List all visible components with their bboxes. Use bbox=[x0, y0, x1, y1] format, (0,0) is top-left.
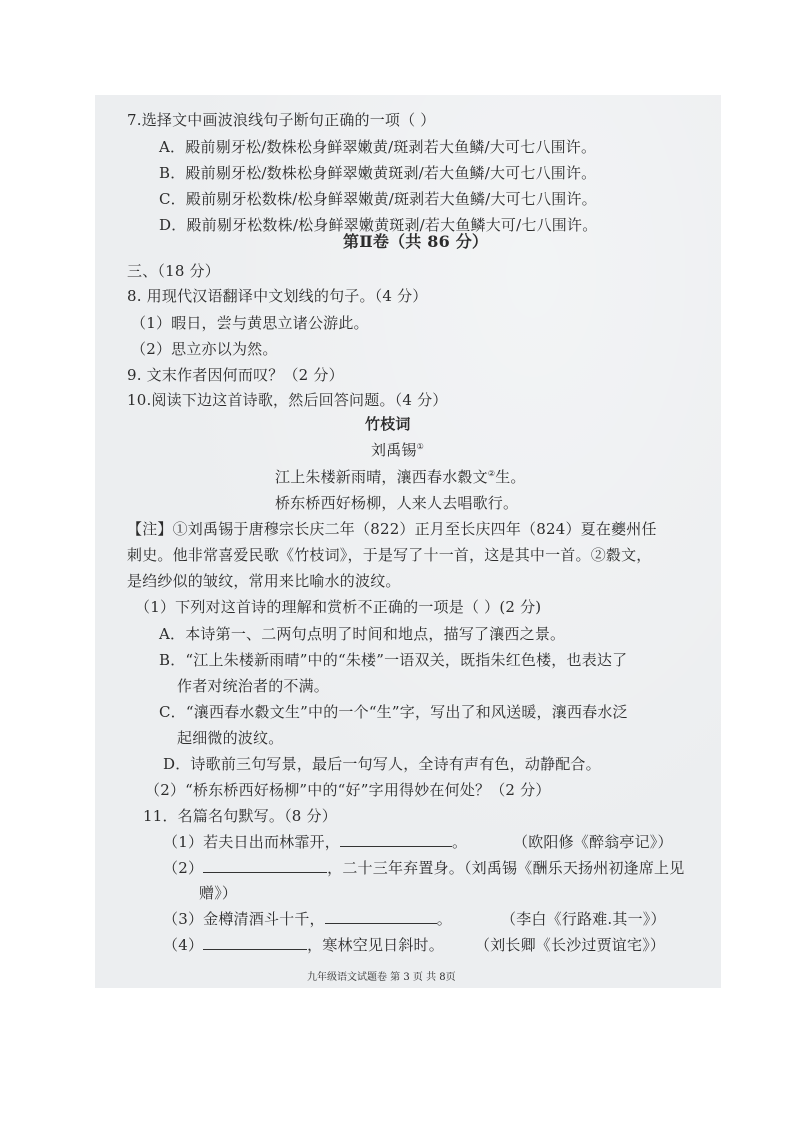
q10-stem: 10.阅读下边这首诗歌，然后回答问题。（4 分） bbox=[127, 391, 448, 409]
q10-sub1-option-c-cont: 起细微的波纹。 bbox=[177, 729, 284, 747]
poem-title: 竹枝词 bbox=[365, 415, 411, 433]
q10-sub1-option-b: B．“江上朱楼新雨晴”中的“朱楼”一语双关，既指朱红色楼，也表达了 bbox=[159, 651, 628, 669]
q11-item-4: （4） ，寒林空见日斜时。 bbox=[163, 936, 444, 954]
poem-note-line-1: 【注】①刘禹锡于唐穆宗长庆二年（822）正月至长庆四年（824）夏在夔州任 bbox=[127, 520, 657, 538]
section3-heading: 三、（18 分） bbox=[127, 262, 220, 280]
q7-option-d: D．殿前剔牙松数株/松身鲜翠嫩黄斑剥/若大鱼鳞大可/七八围许。 bbox=[159, 216, 598, 234]
poem-line-2: 桥东桥西好杨柳，人来人去唱歌行。 bbox=[275, 494, 519, 512]
q11-item-3-source: （李白《行路难.其一》） bbox=[501, 910, 666, 928]
poem-note-line-3: 是绉纱似的皱纹，常用来比喻水的波纹。 bbox=[127, 572, 401, 590]
q11-item-1-source: （欧阳修《醉翁亭记》） bbox=[513, 833, 673, 851]
q7-option-b: B．殿前剔牙松/数株松身鲜翠嫩黄斑剥/若大鱼鳞/大可七八围许。 bbox=[159, 164, 597, 182]
footnote-mark-1: ① bbox=[416, 442, 424, 451]
q7-option-a: A．殿前剔牙松/数株松身鲜翠嫩黄/斑剥若大鱼鳞/大可七八围许。 bbox=[159, 138, 597, 156]
q11-stem: 11．名篇名句默写。（8 分） bbox=[143, 807, 337, 825]
q7-option-c: C．殿前剔牙松数株/松身鲜翠嫩黄/斑剥若大鱼鳞/大可七八围许。 bbox=[159, 190, 597, 208]
q10-sub1-stem: （1）下列对这首诗的理解和赏析不正确的一项是（ ）(2 分) bbox=[135, 598, 542, 616]
page-footer: 九年级语文试题卷 第 3 页 共 8页 bbox=[307, 972, 456, 983]
q8-item-1: （1）暇日，尝与黄思立诸公游此。 bbox=[131, 314, 369, 332]
exam-page-photo bbox=[95, 95, 721, 988]
q10-sub2-stem: （2）“桥东桥西好杨柳”中的“好”字用得妙在何处？（2 分） bbox=[145, 781, 551, 799]
q11-item-2-cont: 赠》） bbox=[199, 884, 238, 902]
poem-note-line-2: 刺史。他非常喜爱民歌《竹枝词》，于是写了十一首，这是其中一首。②縠文， bbox=[127, 546, 652, 564]
q11-item-2: （2） ，二十三年弃置身。（刘禹锡《酬乐天扬州初逢席上见 bbox=[163, 859, 685, 877]
q10-sub1-option-b-cont: 作者对统治者的不满。 bbox=[177, 677, 330, 695]
q11-blank-1[interactable] bbox=[340, 832, 452, 847]
q11-item-1: （1）若夫日出而林霏开， 。 bbox=[163, 833, 468, 851]
q11-blank-2[interactable] bbox=[203, 858, 327, 873]
poem-author: 刘禹锡① bbox=[371, 441, 424, 459]
q11-blank-3[interactable] bbox=[325, 909, 437, 924]
q8-item-2: （2）思立亦以为然。 bbox=[131, 340, 278, 358]
q11-blank-4[interactable] bbox=[203, 935, 307, 950]
q8-stem: 8. 用现代汉语翻译中文划线的句子。（4 分） bbox=[127, 287, 428, 305]
q11-item-3: （3）金樽清酒斗十千， 。 bbox=[163, 910, 452, 928]
q10-sub1-option-c: C．“瀼西春水縠文生”中的一个“生”字，写出了和风送暖，瀼西春水泛 bbox=[159, 703, 628, 721]
q10-sub1-option-a: A．本诗第一、二两句点明了时间和地点，描写了瀼西之景。 bbox=[159, 625, 566, 643]
footnote-mark-2: ② bbox=[487, 469, 496, 478]
part2-title: 第Ⅱ卷（共 86 分） bbox=[343, 232, 489, 251]
q10-sub1-option-d: D．诗歌前三句写景，最后一句写人，全诗有声有色，动静配合。 bbox=[163, 755, 601, 773]
q7-stem: 7.选择文中画波浪线句子断句正确的一项（ ） bbox=[127, 111, 436, 129]
poem-line-1: 江上朱楼新雨晴，瀼西春水縠文②生。 bbox=[275, 468, 526, 486]
q11-item-4-source: （刘长卿《长沙过贾谊宅》） bbox=[475, 936, 666, 954]
q9-stem: 9. 文末作者因何而叹？（2 分） bbox=[127, 366, 344, 384]
